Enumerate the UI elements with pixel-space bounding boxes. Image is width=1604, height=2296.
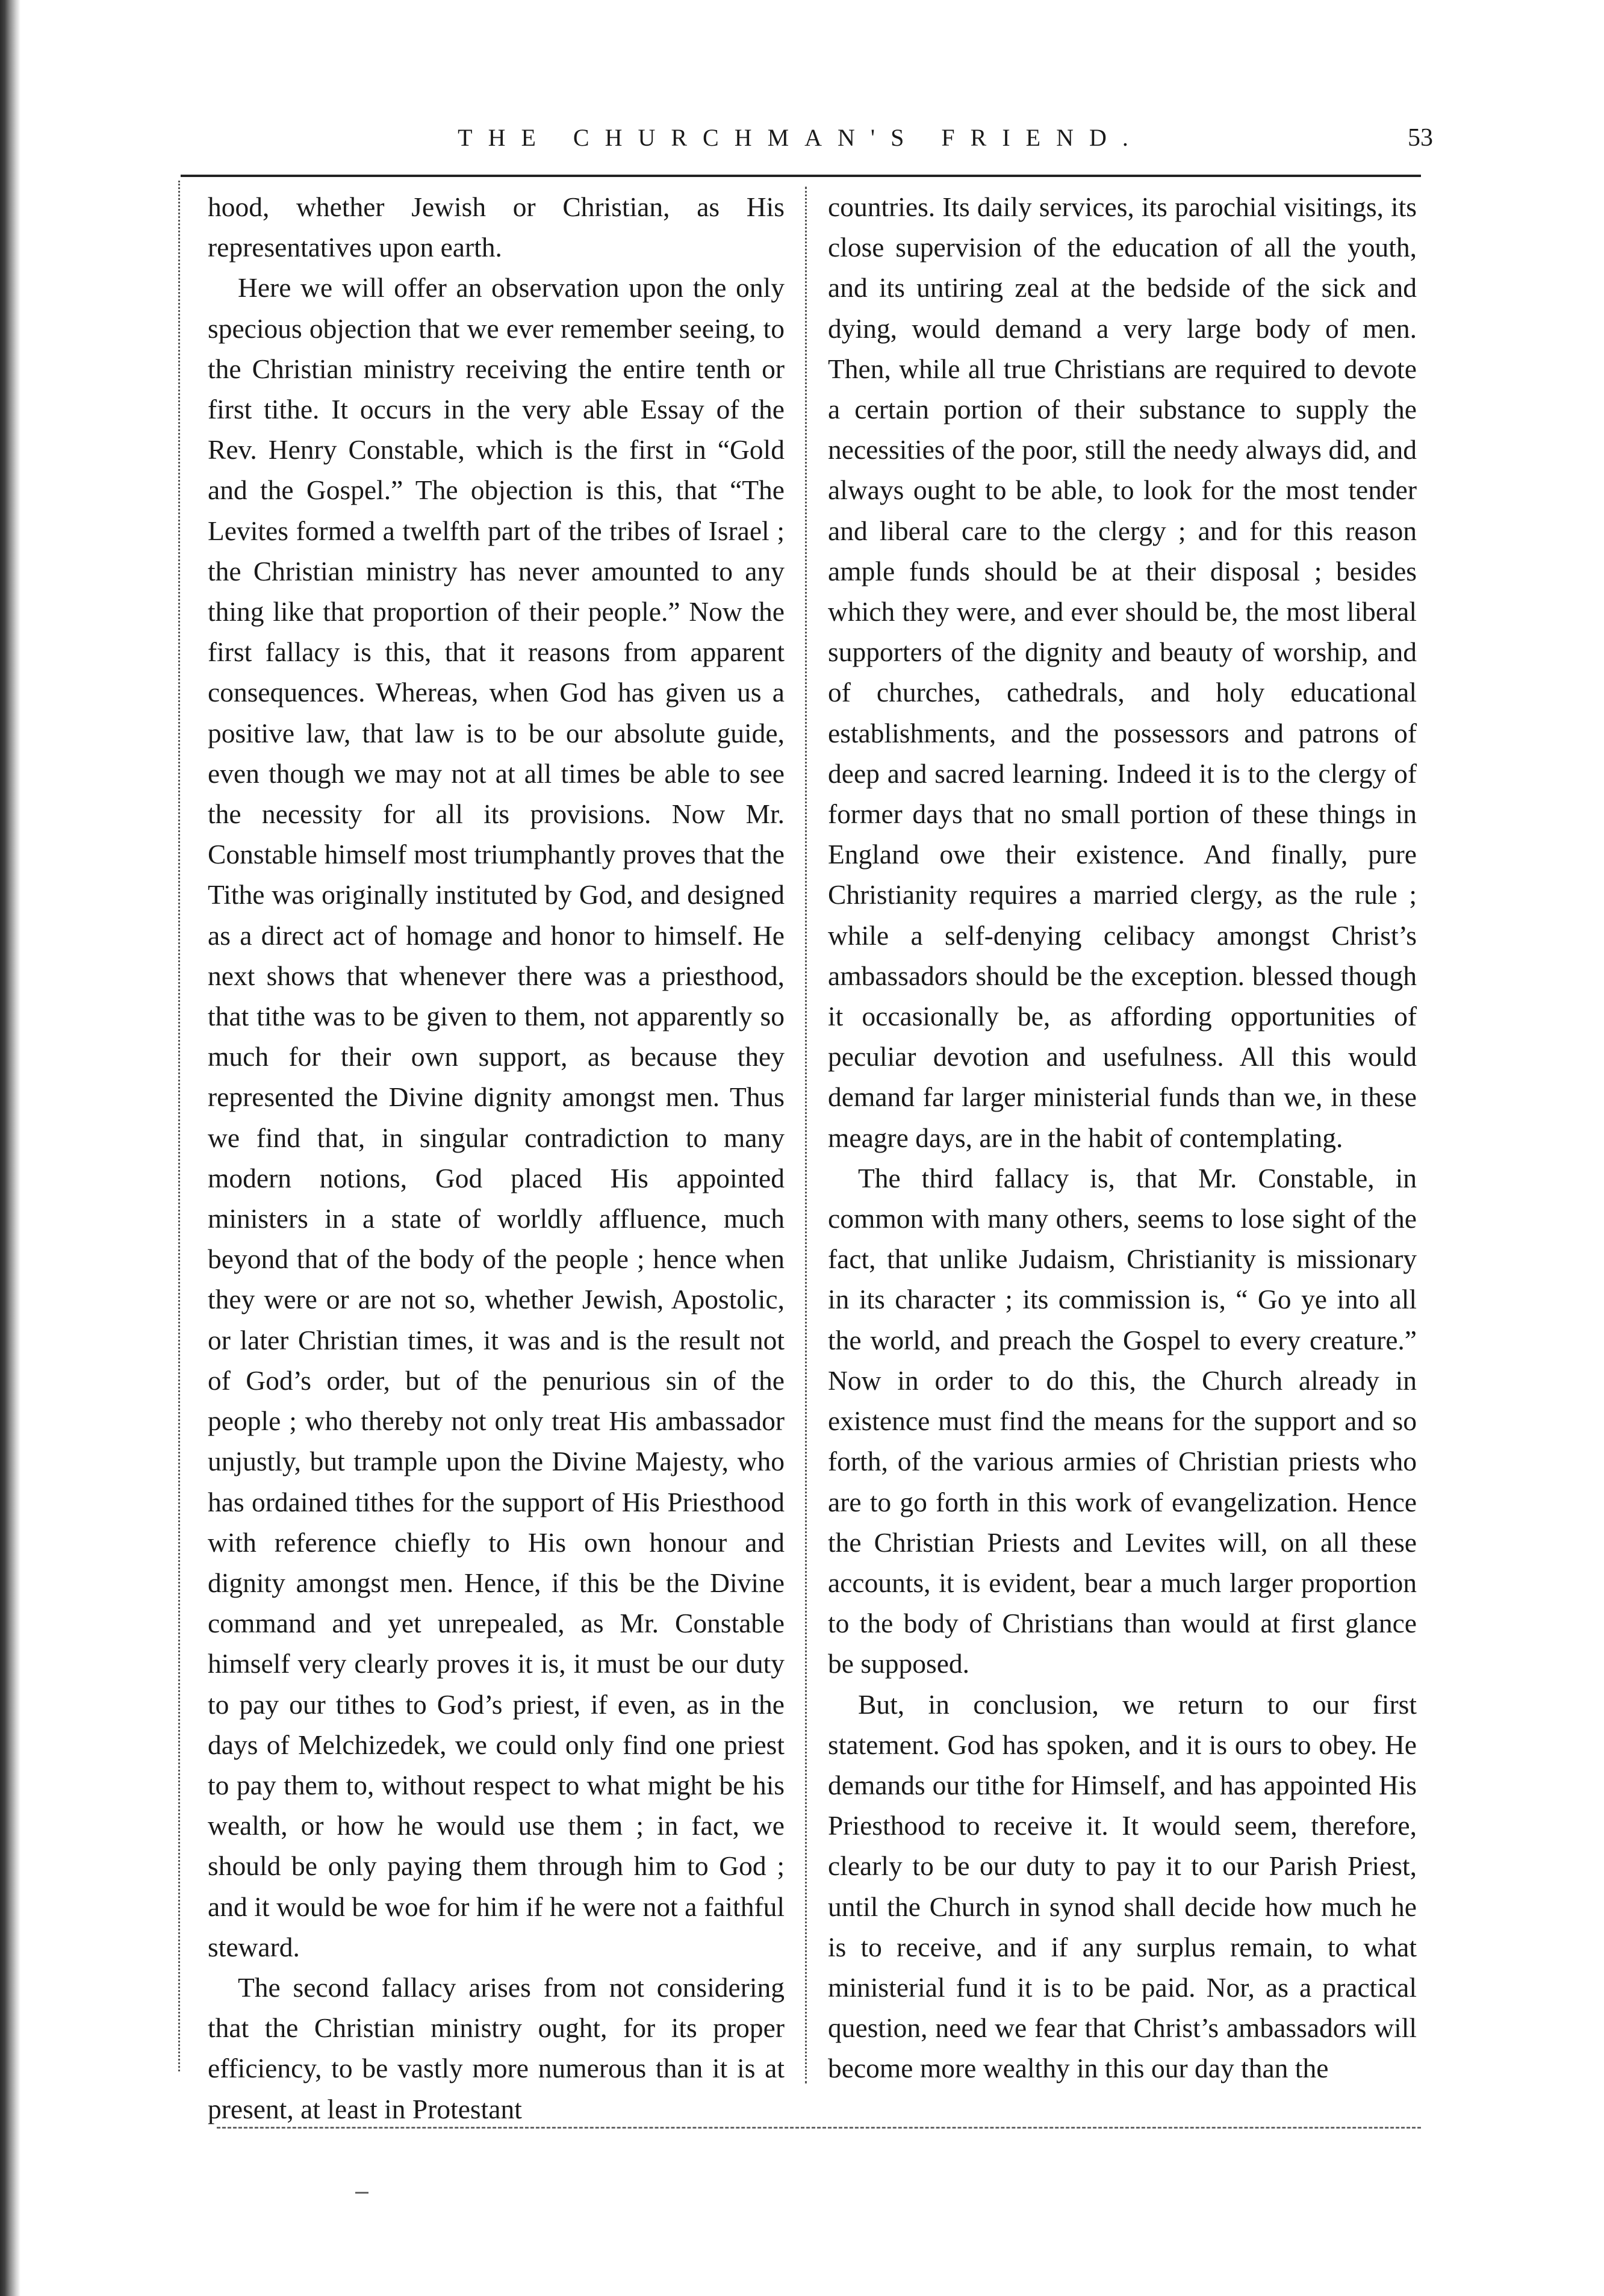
left-margin-rule <box>178 181 180 2071</box>
running-header <box>181 123 1433 172</box>
paragraph: countries. Its daily services, its parochial visitings, its close supervision of the education of all the youth, and its untiring zeal at the bedside of the sick and dying, would demand a very large body of men. Then, while all true Christians are required to devote a certain portion of their substance to supply the necessities of the poor, still the needy always did, and always ought to be able, to look for the most tender and liberal care to the clergy ; and for this reason ample funds should be at their disposal ; besides which they were, and ever should be, the most liberal supporters of the dignity and beauty of worship, and of churches, cathedrals, and holy educational establishments, and the possessors and patrons of deep and sacred learning. Indeed it is to the clergy of former days that no small portion of these things in England owe their existence. And finally, pure Christianity requires a married clergy, as the rule ; while a self-denying celibacy amongst Christ’s ambassadors should be the exception. blessed though it occasionally be, as affording opportunities of peculiar devotion and usefulness. All this would demand far larger ministerial funds than we, in these meagre days, are in the habit of contemplating. <box>828 191 1417 1153</box>
paragraph: The second fallacy arises from not considering that the Christian ministry ought, for its proper efficiency, to be vastly more numerous than it is at present, at least in Protestant <box>208 1971 785 2124</box>
column-divider <box>805 187 807 2083</box>
left-column <box>208 187 785 2129</box>
book-spine-shadow <box>0 0 20 2296</box>
page-number: 53 <box>1408 124 1433 152</box>
header-rule <box>181 175 1421 177</box>
paragraph: But, in conclusion, we return to our first statement. God has spoken, and it is ours to obey. He demands our tithe for Himself, and has appointed His Priesthood to receive it. It would seem, therefore, clearly to be our duty to pay it to our Parish Priest, until the Church in synod shall decide how much he is to receive, and if any surplus remain, to what ministerial fund it is to be paid. Nor, as a practical question, need we fear that Christ’s ambassadors will become more wealthy in this our day than the <box>828 1688 1417 2084</box>
paragraph: Here we will offer an observation upon the only specious objection that we ever remember seeing, to the Christian ministry receiving the entire tenth or first tithe. It occurs in the very able Essay of the Rev. Henry Constable, which is the first in “Gold and the Gospel.” The objection is this, that “The Levites formed a twelfth part of the tribes of Israel ; the Christian ministry has never amounted to any thing like that proportion of their people.” Now the first fallacy is this, that it reasons from apparent consequences. Whereas, when God has given us a positive law, that law is to be our absolute guide, even though we may not at all times be able to see the necessity for all its provisions. Now Mr. Constable himself most triumphantly proves that the Tithe was originally instituted by God, and designed as a direct act of homage and honor to himself. He next shows that whenever there was a priesthood, that tithe was to be given to them, not apparently so much for their own support, as because they represented the Divine dignity amongst men. Thus we find that, in singular contradiction to many modern notions, God placed His appointed ministers in a state of worldly affluence, much beyond that of the body of the people ; hence when they were or are not so, whether Jewish, Apostolic, or later Christian times, it was and is the result not of God’s order, but of the penurious sin of the people ; who thereby not only treat His ambassador unjustly, but trample upon the Divine Majesty, who has ordained tithes for the support of His Priesthood with reference chiefly to His own honour and dignity amongst men. Hence, if this be the Divine command and yet unrepealed, as Mr. Constable himself very clearly proves it is, it must be our duty to pay our tithes to God’s priest, if even, as in the days of Melchizedek, we could only find one priest to pay them to, without respect to what might be his wealth, or how he would use them ; in fact, we should be only paying them through him to God ; and it would be woe for him if he were not a faithful steward. <box>208 272 785 1962</box>
paragraph: The third fallacy is, that Mr. Constable, in common with many others, seems to lose sight of the fact, that unlike Judaism, Christianity is missionary in its character ; its commission is, “ Go ye into all the world, and preach the Gospel to every creature.” Now in order to do this, the Church already in existence must find the means for the support and so forth, of the various armies of Christian priests who are to go forth in this work of evangelization. Hence the Christian Priests and Levites will, on all these accounts, it is evident, bear a much larger proportion to the body of Christians than would at first glance be supposed. <box>828 1162 1417 1679</box>
footer-mark <box>355 2192 368 2194</box>
running-title: THE CHURCHMAN'S FRIEND. <box>458 124 1144 151</box>
footer-rule <box>217 2127 1421 2129</box>
paragraph: hood, whether Jewish or Christian, as His representatives upon earth. <box>208 191 785 263</box>
right-column <box>828 187 1417 2089</box>
